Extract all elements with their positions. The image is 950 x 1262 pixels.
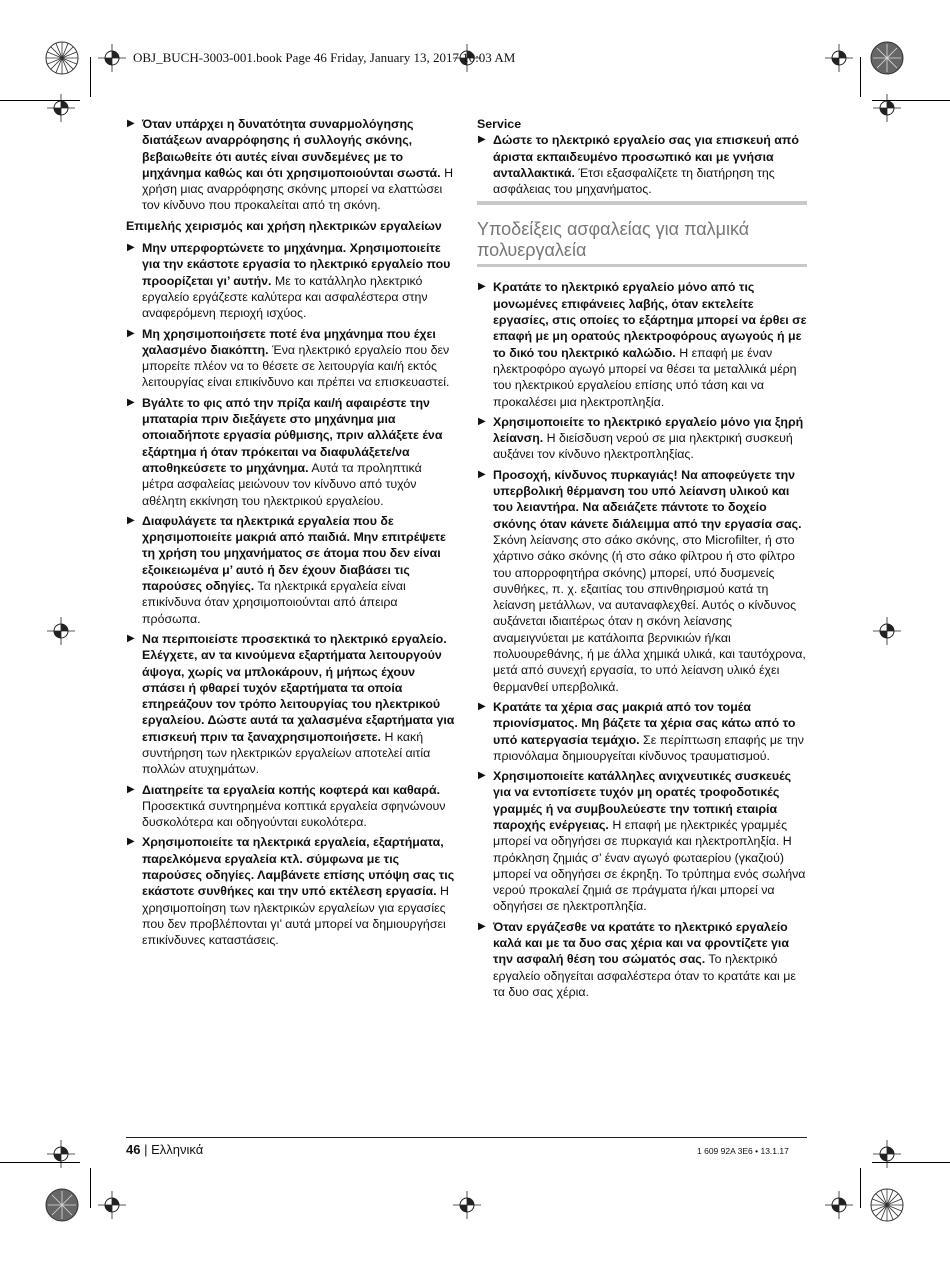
page-number: 46 [126,1142,141,1157]
bullet-arrow-icon: ▶ [127,242,135,254]
bullet-arrow-icon: ▶ [478,700,486,712]
crop-line [90,1168,91,1208]
bullet-arrow-icon: ▶ [478,281,486,293]
right-column [477,116,807,1004]
list-item: ▶ Όταν εργάζεσθε να κρατάτε το ηλεκτρικό εργαλείο καλά και με τα δυο σας χέρια και να φροντίζετε για την ασφαλή θέση του σώματός σας. Το ηλεκτρικό εργαλείο οδηγείται ασφαλέστερα όταν το κρατάτε και με τα δυο σας χέρια. [478,919,796,999]
list-item: ▶ Δώστε το ηλεκτρικό εργαλείο σας για επισκευή από άριστα εκπαιδευμένο προσωπικό και με γνήσια ανταλλακτικά. Έτσι εξασφαλίζετε τη διατήρηση της ασφάλειας του μηχανήματος. [478,133,799,197]
crosshair-mark-icon [825,1191,853,1219]
crosshair-mark-icon [873,617,901,645]
list-item: ▶ Μη χρησιμοποιήσετε ποτέ ένα μηχάνημα που έχει χαλασμένο διακόπτη. Ένα ηλεκτρικό εργαλείο που δεν μπορείτε πλέον να το θέσετε σε λειτουργία και/ή εκτός λειτουργίας είναι επικίνδυνο και πρέπει να επισκευαστεί. [127,326,450,390]
registration-mark-top-left-icon [44,40,80,76]
crop-line [0,1162,80,1163]
list-item: ▶ Χρησιμοποιείτε κατάλληλες ανιχνευτικές συσκευές για να εντοπίσετε τυχόν μη ορατές τροφοδοτικές γραμμές ή να συμβουλεύεστε την τοπική εταιρία παροχής ενέργειας. Η επαφή με ηλεκτρικές γραμμές μπορεί να οδηγήσει σε πυρκαγιά και ηλεκτροπληξία. Η πρόκληση ζημιάς σ’ έναν αγωγό φωταερίου (γκαζιού) μπορεί να οδηγήσει σε έκρηξη. Το τρύπημα ενός σωλήνα νερού προκαλεί ζημιά σε πράγματα ή/και μπορεί να οδηγήσει σε ηλεκτροπληξία. [478,769,806,914]
crosshair-mark-icon [825,44,853,72]
crosshair-mark-icon [98,1191,126,1219]
service-heading: Service [477,117,522,131]
document-code: 1 609 92A 3E6 • 13.1.17 [697,1146,789,1156]
left-column [126,116,456,953]
registration-mark-bottom-left-icon [44,1187,80,1223]
list-item: ▶ Προσοχή, κίνδυνος πυρκαγιάς! Να αποφεύγετε την υπερβολική θέρμανση του υπό λείανση υλικού και του λειαντήρα. Να αδειάζετε πάντοτε το δοχείο σκόνης όταν κάνετε διάλειμμα από την εργασία σας. Σκόνη λείανσης στο σάκο σκόνης, στο Microfilter, ή στο χάρτινο σάκο σκόνης (ή στο σάκο φίλτρου ή στο φίλτρο του απορροφητήρα σκόνης) μπορεί, υπό δυσμενείς συνθήκες, π. χ. εξαιτίας του σπινθηρισμού κατά τη λείανση μετάλλων, να αυταναφλεχθεί. Αυτός ο κίνδυνος αυξάνεται ιδιαιτέρως όταν η σκόνη λείανσης αναμειγνύεται με κατάλοιπα βερνικιών ή/και πολυουρεθάνης, ή με άλλα χημικά υλικά, και ταυτόχρονα, μετά από συνεχή εργασία, το υπό λείανση υλικό έχει θερμανθεί υπερβολικά. [478,467,806,694]
bullet-arrow-icon: ▶ [127,836,135,848]
bullet-arrow-icon: ▶ [127,783,135,795]
crosshair-mark-icon [873,1140,901,1168]
bullet-arrow-icon: ▶ [127,327,135,339]
crop-line [0,100,80,101]
crop-line [872,100,950,101]
registration-mark-top-right-icon [869,40,905,76]
crosshair-mark-icon [47,94,75,122]
list-item: ▶ Χρησιμοποιείτε τα ηλεκτρικά εργαλεία, εξαρτήματα, παρελκόμενα εργαλεία κτλ. σύμφωνα με τις παρούσες οδηγίες. Λαμβάνετε επίσης υπόψη σας τις εκάστοτε συνθήκες και την υπό εκτέλεση εργασία. Η χρησιμοποίηση των ηλεκτρικών εργαλείων για εργασίες που δεν προβλέπονται γι’ αυτά μπορεί να δημιουργήσει επικίνδυνες καταστάσεις. [127,835,455,948]
list-item: ▶ Βγάλτε το φις από την πρίζα και/ή αφαιρέστε την μπαταρία πριν διεξάγετε στο μηχάνημα μια οποιαδήποτε εργασία ρύθμισης, πριν αλλάξετε ένα εξάρτημα ή όταν πρόκειται να διαφυλάξετε/να αποθηκεύσετε το μηχάνημα. Αυτά τα προληπτικά μέτρα ασφαλείας μειώνουν τον κίνδυνο από τυχόν αθέλητη εκκίνηση του ηλεκτρικού εργαλείου. [127,395,443,508]
crosshair-mark-icon [873,94,901,122]
page-number-footer [126,1142,203,1157]
section-title: Υποδείξεις ασφαλείας για παλμικά πολυεργαλεία [477,219,750,261]
crop-line [90,57,91,97]
crosshair-mark-icon [47,1140,75,1168]
list-item: ▶ Κρατάτε το ηλεκτρικό εργαλείο μόνο από τις μονωμένες επιφάνειες λαβής, όταν εκτελείτε εργασίες, στις οποίες το εξάρτημα μπορεί να έρθει σε επαφή με μη ορατούς ηλεκτροφόρους αγωγούς ή με το δικό του ηλεκτρικό καλώδιο. Η επαφή με έναν ηλεκτροφόρο αγωγό μπορεί να θέσει τα μεταλλικά μέρη του ηλεκτρικού εργαλείου επίσης υπό τάση και να προκαλέσει μια ηλεκτροπληξία. [478,280,807,409]
footer-rule [126,1137,807,1138]
crosshair-mark-icon [98,44,126,72]
bullet-arrow-icon: ▶ [127,514,135,526]
list-item: ▶ Διαφυλάγετε τα ηλεκτρικά εργαλεία που δε χρησιμοποιείτε μακριά από παιδιά. Μην επιτρέψετε τη χρήση του μηχανήματος σε άτομα που δεν είναι εξοικειωμένα μ’ αυτό ή δεν έχουν διαβάσει τις παρούσες οδηγίες. Τα ηλεκτρικά εργαλεία είναι επικίνδυνα όταν χρησιμοποιούνται από άπειρα πρόσωπα. [127,513,446,626]
footer-separator: | [144,1142,148,1157]
list-item: ▶ Διατηρείτε τα εργαλεία κοπής κοφτερά και καθαρά. Προσεκτικά συντηρημένα κοπτικά εργαλεία σφηνώνουν δυσκολότερα και οδηγούνται ευκολότερα. [127,782,446,830]
crop-line [860,1168,861,1208]
crop-line [872,1162,950,1163]
bullet-arrow-icon: ▶ [478,134,486,146]
list-item: ▶ Μην υπερφορτώνετε το μηχάνημα. Χρησιμοποιείτε για την εκάστοτε εργασία το ηλεκτρικό εργαλείο που προορίζεται γι’ αυτήν. Με το κατάλληλο ηλεκτρικό εργαλείο εργάζεστε καλύτερα και ασφαλέστερα στην αναφερόμενη περιοχή ισχύος. [127,241,451,321]
bullet-arrow-icon: ▶ [127,118,135,129]
list-item: ▶ Να περιποιείστε προσεκτικά το ηλεκτρικό εργαλείο. Ελέγχετε, αν τα κινούμενα εξαρτήματα λειτουργούν άψογα, χωρίς να μπλοκάρουν, ή μήπως έχουν σπάσει ή φθαρεί τυχόν εξαρτήματα τα οποία επηρεάζουν τον τρόπο λειτουργίας του ηλεκτρικού εργαλείου. Δώστε αυτά τα χαλασμένα εξαρτήματα για επισκευή πριν τα ξαναχρησιμοποιήσετε. Η κακή συντήρηση των ηλεκτρικών εργαλείων αποτελεί αιτία πολλών ατυχημάτων. [127,631,455,777]
bullet-arrow-icon: ▶ [478,920,486,932]
bullet-arrow-icon: ▶ [478,770,486,782]
crosshair-mark-icon [47,617,75,645]
list-item: ▶ Όταν υπάρχει η δυνατότητα συναρμολόγησης διατάξεων αναρρόφησης ή συλλογής σκόνης, βεβαιωθείτε ότι αυτές είναι συνδεμένες με το μηχάνημα καθώς και ότι χρησιμοποιούνται σωστά. Η χρήση μιας αναρρόφησης σκόνης μπορεί να ελαττώσει τον κίνδυνο που προκαλείται από τη σκόνη. [127,117,454,213]
list-item: ▶ Κρατάτε τα χέρια σας μακριά από τον τομέα πριονίσματος. Μη βάζετε τα χέρια σας κάτω από το υπό κατεργασία τεμάχιο. Σε περίπτωση επαφής με την πριονόλαμα δημιουργείται κίνδυνος τραυματισμού. [478,699,804,763]
crosshair-mark-icon [453,1191,481,1219]
bullet-arrow-icon: ▶ [478,468,486,480]
bullet-arrow-icon: ▶ [127,632,135,644]
book-header: OBJ_BUCH-3003-001.book Page 46 Friday, January 13, 2017 10:03 AM [133,50,516,65]
section-rule-bottom [477,264,807,267]
bullet-arrow-icon: ▶ [478,415,486,427]
crop-line [860,57,861,97]
subheading: Επιμελής χειρισμός και χρήση ηλεκτρικών εργαλείων [126,218,442,233]
registration-mark-bottom-right-icon [869,1187,905,1223]
footer-language: Ελληνικά [151,1142,204,1157]
list-item: ▶ Χρησιμοποιείτε το ηλεκτρικό εργαλείο μόνο για ξηρή λείανση. Η διείσδυση νερού σε μια ηλεκτρική συσκευή αυξάνει τον κίνδυνο ηλεκτροπληξίας. [478,414,804,462]
section-rule-top [477,201,807,205]
bullet-arrow-icon: ▶ [127,396,135,408]
